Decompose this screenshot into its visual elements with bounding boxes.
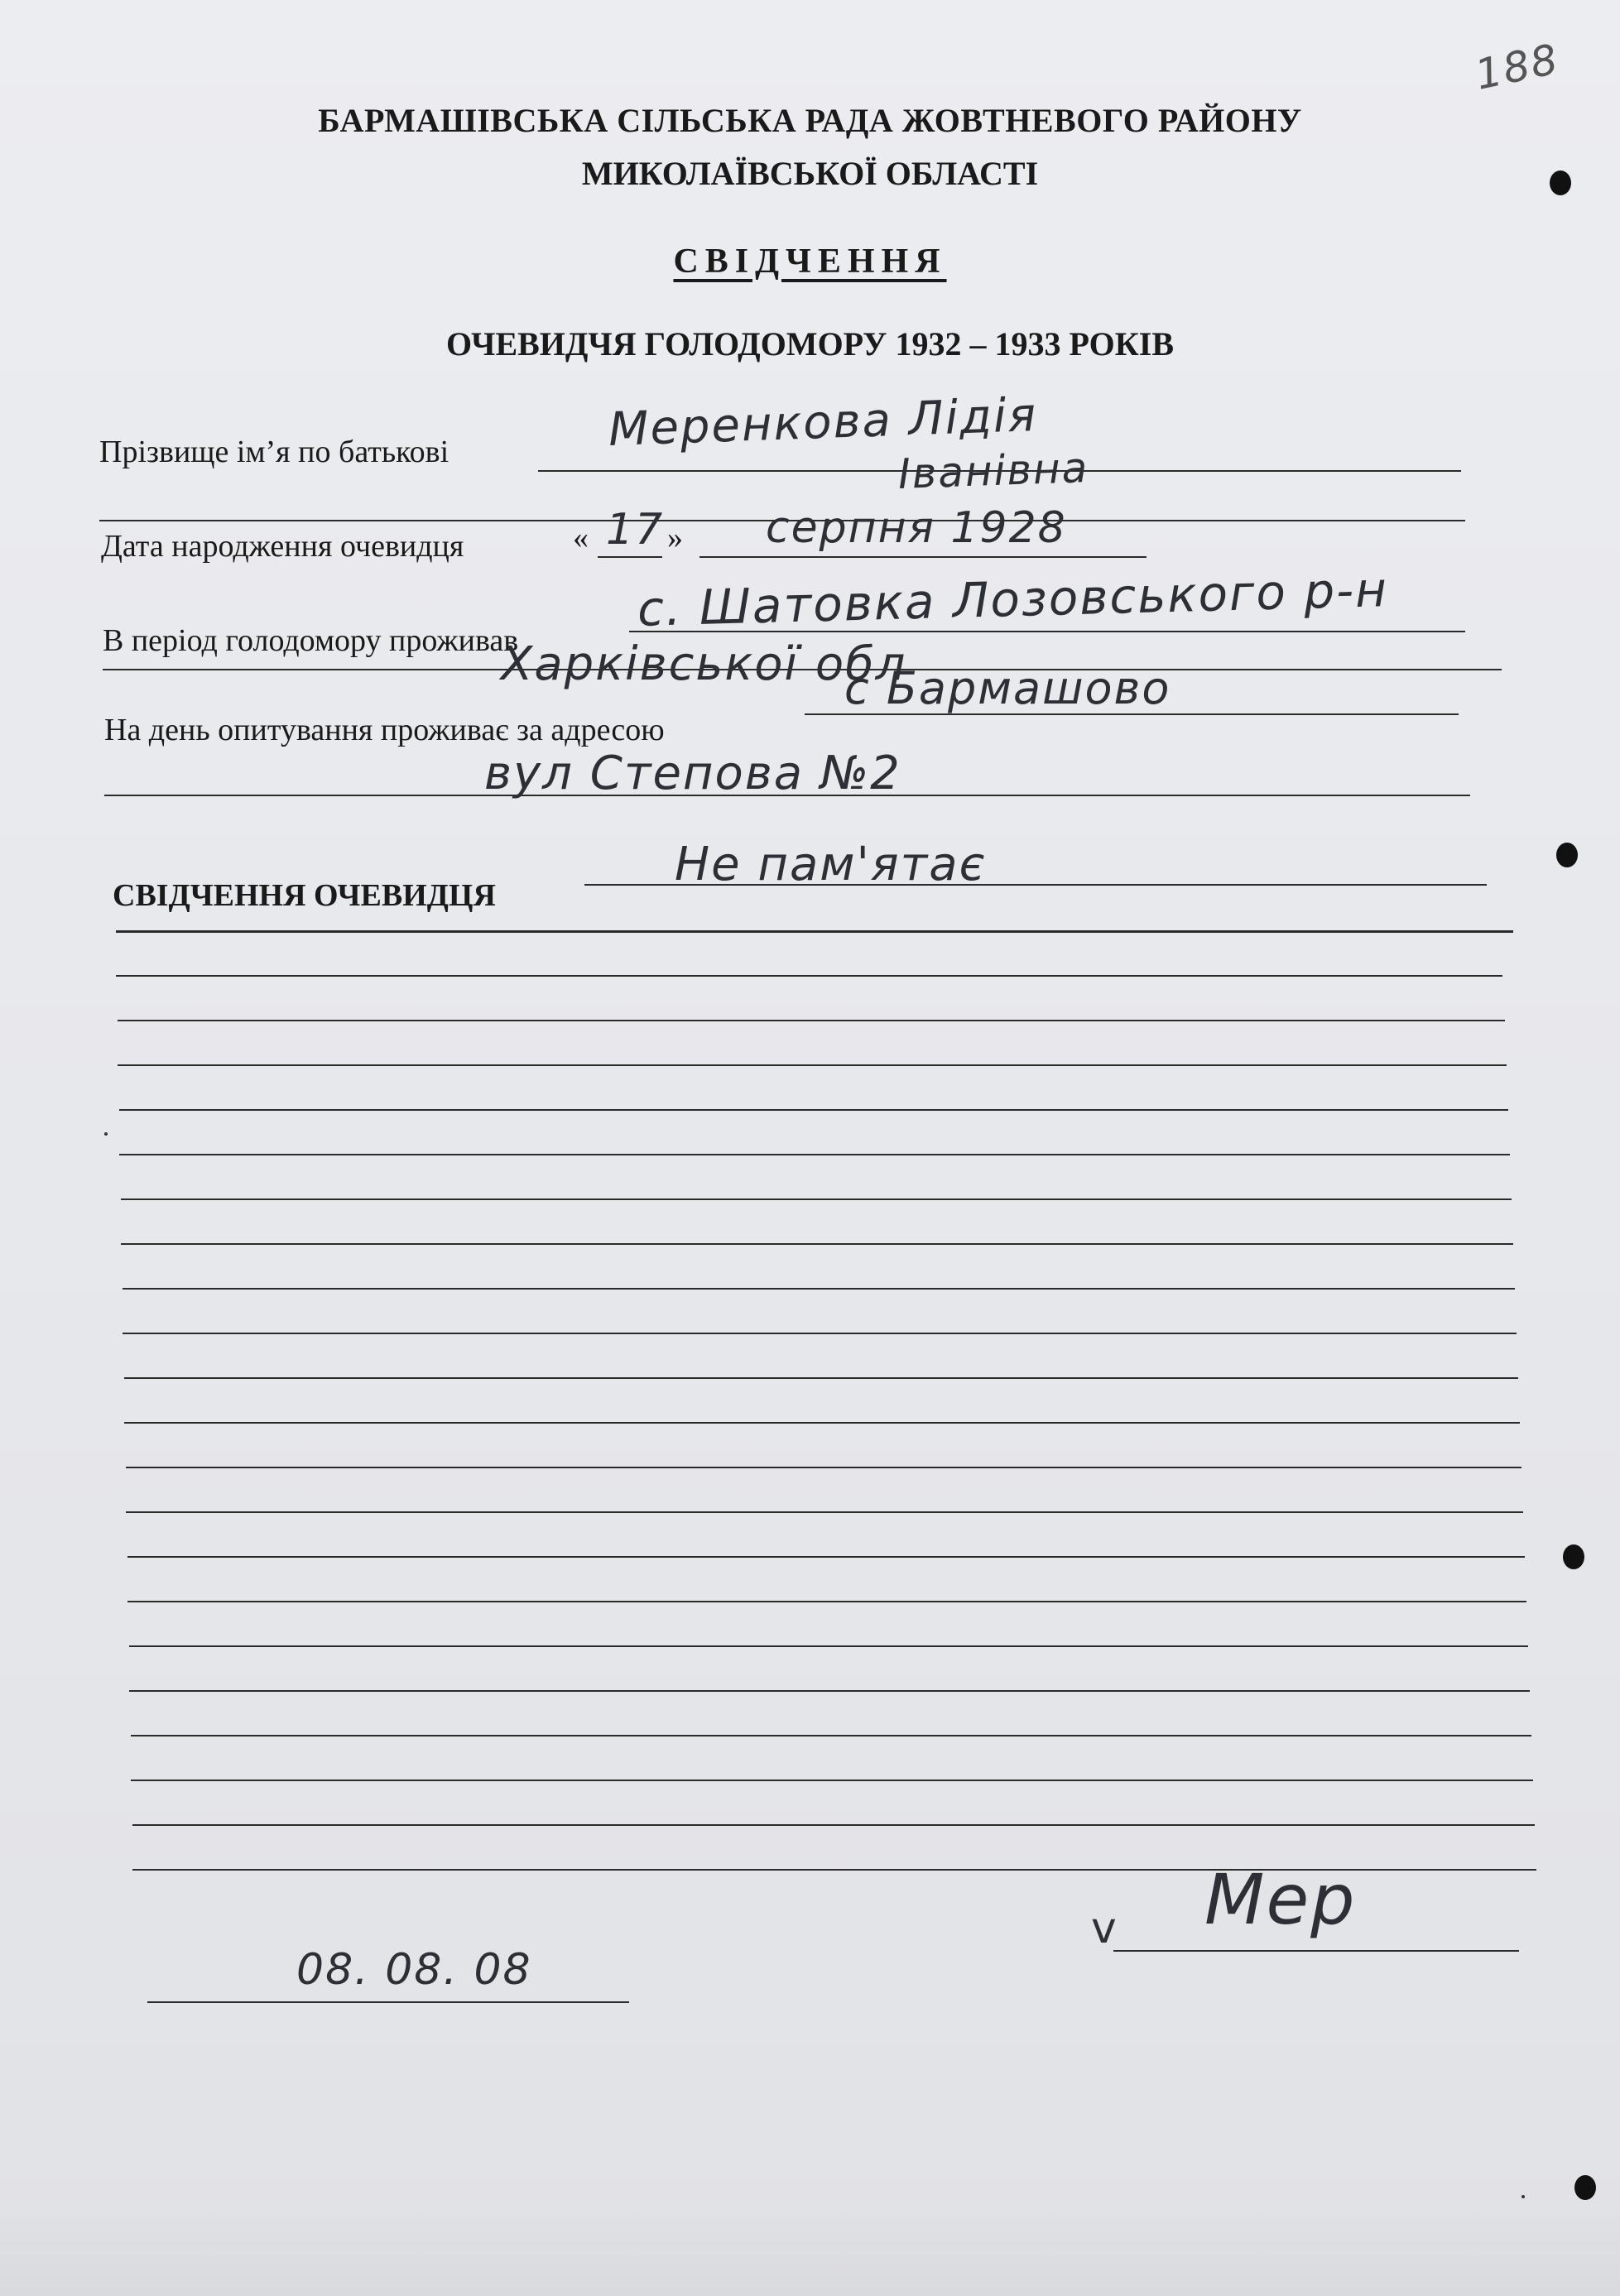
ruled-line: [129, 1645, 1528, 1647]
name-value-line1: Меренкова Лідія: [608, 387, 1039, 458]
signature-value: Мер: [1204, 1859, 1357, 1940]
ruled-line: [119, 1109, 1508, 1111]
signature-line: [1113, 1950, 1519, 1952]
paper-speck: [1521, 2195, 1525, 2198]
org-header-line1: БАРМАШІВСЬКА СІЛЬСЬКА РАДА ЖОВТНЕВОГО РАЙОНУ: [318, 102, 1302, 139]
ruled-line: [129, 1690, 1530, 1692]
ruled-line: [119, 1154, 1510, 1155]
binder-hole: [1574, 2175, 1596, 2200]
ruled-line: [116, 975, 1502, 977]
birth-day-value: 17: [606, 505, 665, 555]
ruled-line: [127, 1601, 1526, 1602]
scan-edge: [0, 2202, 1620, 2296]
binder-hole: [1550, 171, 1571, 195]
binder-hole: [1556, 843, 1578, 867]
ruled-line: [124, 1377, 1518, 1379]
address-value-line1: с Бармашово: [844, 662, 1171, 714]
ruled-line: [118, 1064, 1507, 1066]
birth-month-year-value: серпня 1928: [766, 503, 1067, 553]
date-value: 08. 08. 08: [296, 1945, 532, 1995]
address-label: На день опитування проживає за адресою: [104, 713, 665, 747]
ruled-line: [132, 1824, 1535, 1826]
address-value-line2: вул Степова №2: [484, 747, 901, 800]
testimony-value: Не пам'ятає: [675, 838, 987, 891]
ruled-line: [121, 1243, 1513, 1245]
testimony-label: СВІДЧЕННЯ ОЧЕВИДЦЯ: [113, 878, 496, 913]
birth-open-quote: «: [573, 521, 589, 555]
ruled-line: [123, 1333, 1517, 1334]
binder-hole: [1563, 1544, 1584, 1569]
document-subtitle: ОЧЕВИДЧЯ ГОЛОДОМОРУ 1932 – 1933 РОКІВ: [445, 325, 1175, 363]
residence-value-line2: Харківської обл: [501, 637, 907, 691]
birth-day-line: [598, 556, 662, 558]
name-label: Прізвище ім’я по батькові: [99, 435, 449, 469]
ruled-line: [124, 1422, 1520, 1424]
birth-close-quote: »: [667, 521, 683, 555]
ruled-line: [127, 1556, 1525, 1558]
ruled-line: [116, 930, 1513, 933]
ruled-line: [123, 1288, 1515, 1290]
ruled-line: [121, 1198, 1512, 1200]
birth-month-line: [699, 556, 1146, 558]
date-line: [147, 2001, 629, 2003]
ruled-line: [126, 1511, 1523, 1513]
signature-mark: v: [1091, 1904, 1118, 1953]
org-header-line2: МИКОЛАЇВСЬКОЇ ОБЛАСТІ: [581, 155, 1039, 192]
paper-speck: [104, 1132, 108, 1136]
residence-value-line1: с. Шатовка Лозовського р-н: [637, 561, 1389, 637]
ruled-line: [118, 1020, 1505, 1021]
ruled-line: [131, 1735, 1531, 1736]
page-number: 188: [1471, 35, 1564, 99]
residence-label: В період голодомору проживав: [103, 623, 519, 658]
ruled-line: [126, 1467, 1521, 1468]
document-title: СВІДЧЕННЯ: [673, 243, 947, 281]
name-value-line2: Іванівна: [897, 444, 1090, 498]
ruled-line: [131, 1780, 1533, 1781]
birth-label: Дата народження очевидця: [101, 529, 464, 564]
